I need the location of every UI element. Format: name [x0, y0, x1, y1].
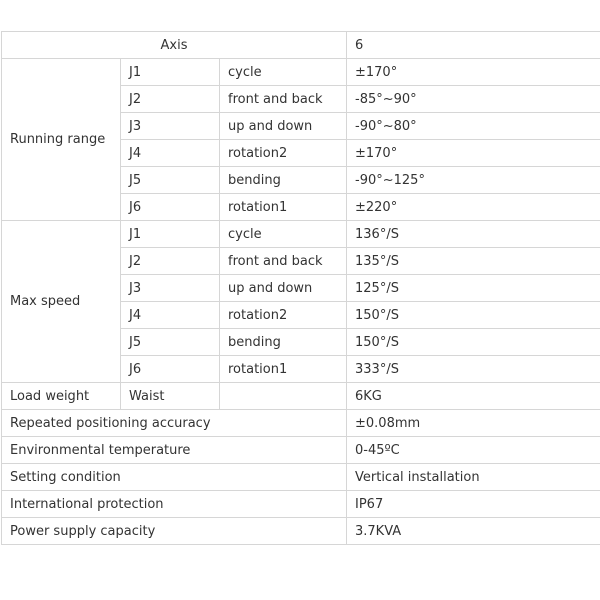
spec-row-environmental-temperature	[2, 437, 600, 464]
joint-cell: J2	[121, 86, 220, 113]
motion-cell: rotation2	[220, 140, 347, 167]
joint-cell: J3	[121, 275, 220, 302]
speed-value-cell: 135°/S	[347, 248, 600, 275]
spec-label: Setting condition	[2, 464, 347, 491]
motion-cell: front and back	[220, 248, 347, 275]
motion-cell: rotation2	[220, 302, 347, 329]
motion-cell: rotation1	[220, 356, 347, 383]
range-value-cell: ±170°	[347, 140, 600, 167]
range-value-cell: -90°~80°	[347, 113, 600, 140]
load-weight-row	[2, 383, 600, 410]
spec-row-setting-condition	[2, 464, 600, 491]
spec-value: Vertical installation	[347, 464, 600, 491]
running-range-row	[2, 59, 600, 86]
motion-cell: cycle	[220, 59, 347, 86]
joint-cell: J2	[121, 248, 220, 275]
joint-cell: J5	[121, 167, 220, 194]
axis-row	[2, 32, 600, 59]
max-speed-row	[2, 221, 600, 248]
running-range-label: Running range	[2, 59, 121, 221]
spec-label: Environmental temperature	[2, 437, 347, 464]
joint-cell: J5	[121, 329, 220, 356]
range-value-cell: -90°~125°	[347, 167, 600, 194]
motion-cell: up and down	[220, 113, 347, 140]
empty-cell	[220, 383, 347, 410]
joint-cell: J4	[121, 140, 220, 167]
range-value-cell: ±170°	[347, 59, 600, 86]
speed-value-cell: 125°/S	[347, 275, 600, 302]
joint-cell: J3	[121, 113, 220, 140]
speed-value-cell: 150°/S	[347, 329, 600, 356]
joint-cell: J1	[121, 221, 220, 248]
axis-label: Axis	[2, 32, 347, 59]
spec-value: 0-45ºC	[347, 437, 600, 464]
spec-label: Power supply capacity	[2, 518, 347, 545]
range-value-cell: ±220°	[347, 194, 600, 221]
load-weight-value: 6KG	[347, 383, 600, 410]
spec-row-power-supply	[2, 518, 600, 545]
motion-cell: up and down	[220, 275, 347, 302]
spec-value: 3.7KVA	[347, 518, 600, 545]
motion-cell: front and back	[220, 86, 347, 113]
load-weight-label: Load weight	[2, 383, 121, 410]
speed-value-cell: 333°/S	[347, 356, 600, 383]
spec-value: ±0.08mm	[347, 410, 600, 437]
axis-value: 6	[347, 32, 600, 59]
spec-value: IP67	[347, 491, 600, 518]
max-speed-label: Max speed	[2, 221, 121, 383]
motion-cell: cycle	[220, 221, 347, 248]
range-value-cell: -85°~90°	[347, 86, 600, 113]
joint-cell: J4	[121, 302, 220, 329]
spec-table	[1, 31, 600, 545]
spec-label: Repeated positioning accuracy	[2, 410, 347, 437]
load-weight-part: Waist	[121, 383, 220, 410]
joint-cell: J6	[121, 194, 220, 221]
motion-cell: rotation1	[220, 194, 347, 221]
joint-cell: J6	[121, 356, 220, 383]
speed-value-cell: 136°/S	[347, 221, 600, 248]
spec-label: International protection	[2, 491, 347, 518]
spec-row-international-protection	[2, 491, 600, 518]
spec-row-positioning-accuracy	[2, 410, 600, 437]
motion-cell: bending	[220, 167, 347, 194]
joint-cell: J1	[121, 59, 220, 86]
speed-value-cell: 150°/S	[347, 302, 600, 329]
motion-cell: bending	[220, 329, 347, 356]
